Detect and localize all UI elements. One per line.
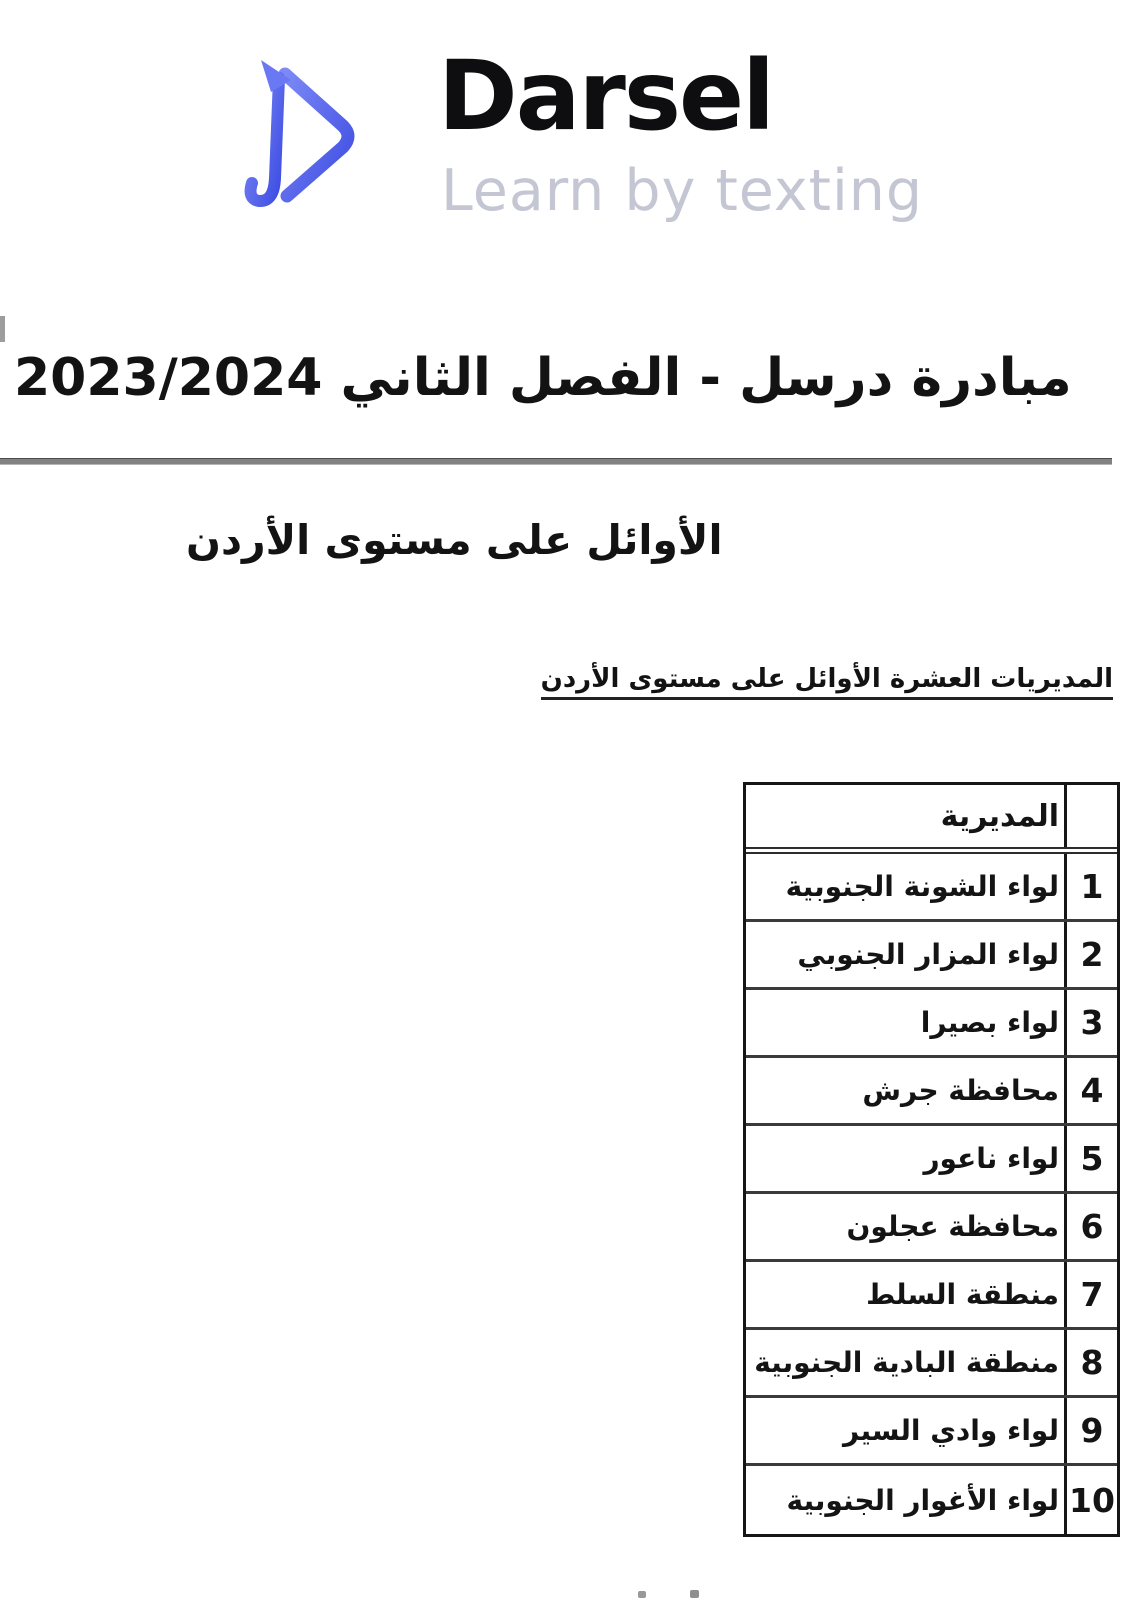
rank-number: 6 (1064, 1194, 1117, 1259)
table-row (746, 1058, 1117, 1126)
rank-number: 7 (1064, 1262, 1117, 1327)
page-subtitle: الأوائل على مستوى الأردن (186, 516, 723, 564)
table-row (746, 922, 1117, 990)
table-row (746, 1126, 1117, 1194)
directorate-name: محافظة عجلون (846, 1210, 1059, 1243)
table-header-row (746, 785, 1117, 854)
logo-tagline: Learn by texting (441, 158, 924, 224)
scan-artifact-speck (690, 1590, 699, 1598)
scan-artifact-left-edge (0, 316, 5, 342)
table-row (746, 1398, 1117, 1466)
rank-number: 1 (1064, 854, 1117, 919)
rank-number: 3 (1064, 990, 1117, 1055)
table-row (746, 854, 1117, 922)
title-divider-rule (0, 458, 1112, 465)
table-row (746, 1262, 1117, 1330)
rank-number: 9 (1064, 1398, 1117, 1463)
directorate-name: منطقة البادية الجنوبية (754, 1346, 1059, 1379)
top-directorates-table (743, 782, 1120, 1537)
directorate-name: لواء بصيرا (920, 1006, 1059, 1039)
rank-number: 5 (1064, 1126, 1117, 1191)
page-title: مبادرة درسل - الفصل الثاني 2023/2024 (14, 348, 1072, 408)
column-header-rank-empty (1064, 785, 1117, 847)
directorate-name: لواء الأغوار الجنوبية (786, 1483, 1059, 1517)
directorate-name: لواء وادي السير (843, 1414, 1059, 1447)
table-row (746, 1194, 1117, 1262)
logo-wordmark: Darsel (438, 40, 773, 152)
table-row (746, 990, 1117, 1058)
column-header-label: المديرية (940, 798, 1059, 834)
darsel-logo-icon (243, 52, 373, 217)
directorate-name: محافظة جرش (862, 1074, 1059, 1107)
directorate-name: منطقة السلط (866, 1278, 1059, 1311)
directorate-name: لواء الشونة الجنوبية (785, 870, 1059, 903)
directorate-name: لواء ناعور (923, 1142, 1059, 1175)
scan-artifact-speck (638, 1591, 646, 1598)
rank-number: 4 (1064, 1058, 1117, 1123)
section-heading-underlined: المديريات العشرة الأوائل على مستوى الأردن (541, 664, 1113, 700)
rank-number: 10 (1064, 1466, 1117, 1534)
rank-number: 2 (1064, 922, 1117, 987)
column-header-directorate (746, 785, 1064, 847)
table-row (746, 1466, 1117, 1534)
directorate-name: لواء المزار الجنوبي (797, 938, 1059, 971)
rank-number: 8 (1064, 1330, 1117, 1395)
table-row (746, 1330, 1117, 1398)
